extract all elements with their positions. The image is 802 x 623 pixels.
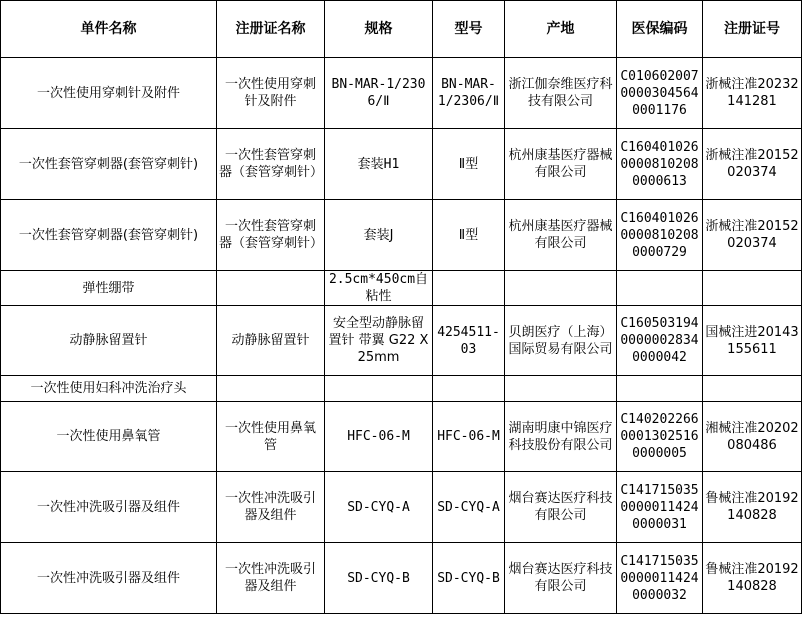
item-name-cell: 一次性使用妇科冲洗治疗头 — [1, 376, 217, 402]
spec-cell: 套装H1 — [325, 129, 433, 200]
model-cell: Ⅱ型 — [433, 129, 505, 200]
table-row — [1, 58, 802, 129]
header-cell: 规格 — [325, 1, 433, 58]
model-cell: 4254511-03 — [433, 306, 505, 376]
spec-cell: SD-CYQ-B — [325, 543, 433, 614]
model-cell — [433, 376, 505, 402]
origin-cell: 烟台赛达医疗科技有限公司 — [505, 543, 617, 614]
reg-name-cell — [217, 271, 325, 306]
code-cell: C14171503500000114240000031 — [617, 472, 703, 543]
code-cell: C14171503500000114240000032 — [617, 543, 703, 614]
header-row — [1, 1, 802, 58]
table-row — [1, 200, 802, 271]
code-cell — [617, 271, 703, 306]
reg-no-cell: 浙械注准20152020374 — [703, 129, 802, 200]
code-cell: C01060200700003045640001176 — [617, 58, 703, 129]
model-cell: HFC-06-M — [433, 402, 505, 472]
item-name-cell: 一次性冲洗吸引器及组件 — [1, 543, 217, 614]
code-cell: C14020226600013025160000005 — [617, 402, 703, 472]
reg-no-cell: 鲁械注准20192140828 — [703, 543, 802, 614]
item-name-cell: 动静脉留置针 — [1, 306, 217, 376]
table-row — [1, 129, 802, 200]
item-name-cell: 一次性冲洗吸引器及组件 — [1, 472, 217, 543]
reg-name-cell: 一次性冲洗吸引器及组件 — [217, 543, 325, 614]
reg-name-cell — [217, 376, 325, 402]
origin-cell: 湖南明康中锦医疗科技股份有限公司 — [505, 402, 617, 472]
model-cell: SD-CYQ-B — [433, 543, 505, 614]
reg-name-cell: 一次性使用穿刺针及附件 — [217, 58, 325, 129]
reg-name-cell: 一次性使用鼻氧管 — [217, 402, 325, 472]
reg-name-cell: 一次性套管穿刺器（套管穿刺针） — [217, 129, 325, 200]
item-name-cell: 弹性绷带 — [1, 271, 217, 306]
origin-cell: 浙江伽奈维医疗科技有限公司 — [505, 58, 617, 129]
item-name-cell: 一次性套管穿刺器(套管穿刺针) — [1, 129, 217, 200]
origin-cell: 杭州康基医疗器械有限公司 — [505, 200, 617, 271]
spec-cell: 套装J — [325, 200, 433, 271]
table-row — [1, 472, 802, 543]
item-name-cell: 一次性使用穿刺针及附件 — [1, 58, 217, 129]
origin-cell — [505, 376, 617, 402]
origin-cell: 杭州康基医疗器械有限公司 — [505, 129, 617, 200]
spec-cell: BN-MAR-1/2306/Ⅱ — [325, 58, 433, 129]
reg-name-cell: 动静脉留置针 — [217, 306, 325, 376]
spec-cell: 安全型动静脉留置针 带翼 G22 X 25mm — [325, 306, 433, 376]
spec-cell: SD-CYQ-A — [325, 472, 433, 543]
code-cell: C16040102600008102080000613 — [617, 129, 703, 200]
model-cell: BN-MAR-1/2306/Ⅱ — [433, 58, 505, 129]
reg-name-cell: 一次性套管穿刺器（套管穿刺针） — [217, 200, 325, 271]
header-cell: 注册证名称 — [217, 1, 325, 58]
table-row — [1, 402, 802, 472]
reg-name-cell: 一次性冲洗吸引器及组件 — [217, 472, 325, 543]
origin-cell: 烟台赛达医疗科技有限公司 — [505, 472, 617, 543]
reg-no-cell: 浙械注准20152020374 — [703, 200, 802, 271]
model-cell: SD-CYQ-A — [433, 472, 505, 543]
item-name-cell: 一次性套管穿刺器(套管穿刺针) — [1, 200, 217, 271]
table-row — [1, 271, 802, 306]
reg-no-cell: 湘械注准20202080486 — [703, 402, 802, 472]
spec-cell: HFC-06-M — [325, 402, 433, 472]
code-cell — [617, 376, 703, 402]
reg-no-cell: 国械注进20143155611 — [703, 306, 802, 376]
reg-no-cell — [703, 376, 802, 402]
origin-cell: 贝朗医疗（上海）国际贸易有限公司 — [505, 306, 617, 376]
reg-no-cell: 浙械注准20232141281 — [703, 58, 802, 129]
reg-no-cell — [703, 271, 802, 306]
header-cell: 注册证号 — [703, 1, 802, 58]
header-cell: 产地 — [505, 1, 617, 58]
item-name-cell: 一次性使用鼻氧管 — [1, 402, 217, 472]
code-cell: C16050319400000028340000042 — [617, 306, 703, 376]
model-cell: Ⅱ型 — [433, 200, 505, 271]
table-row — [1, 376, 802, 402]
header-cell: 型号 — [433, 1, 505, 58]
model-cell — [433, 271, 505, 306]
table-row — [1, 306, 802, 376]
spec-cell — [325, 376, 433, 402]
reg-no-cell: 鲁械注准20192140828 — [703, 472, 802, 543]
table-row — [1, 543, 802, 614]
spec-cell: 2.5cm*450cm自粘性 — [325, 271, 433, 306]
code-cell: C16040102600008102080000729 — [617, 200, 703, 271]
header-cell: 单件名称 — [1, 1, 217, 58]
header-cell: 医保编码 — [617, 1, 703, 58]
origin-cell — [505, 271, 617, 306]
